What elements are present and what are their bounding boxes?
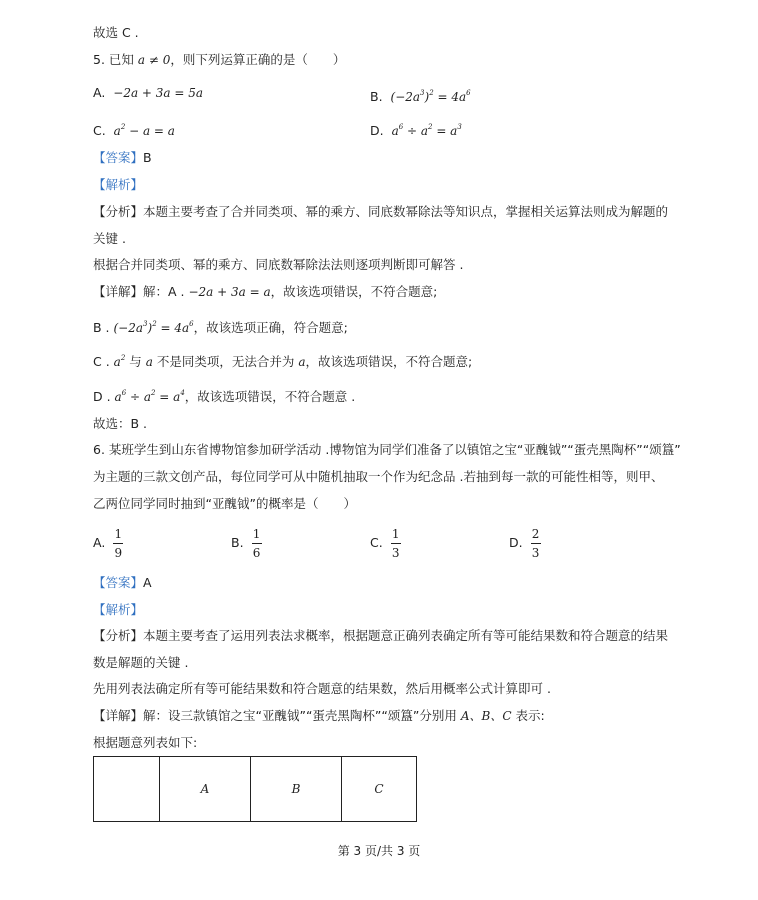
question-5-stem: [93, 51, 345, 69]
answer-tag: 【答案】: [93, 575, 144, 590]
option-label: C.: [370, 535, 383, 550]
q6-stem-line-1: 6. 某班学生到山东省博物馆参加研学活动 .博物馆为同学们准备了以镇馆之宝“亚醜钺”“蛋壳黑陶杯”“颂簋”: [93, 442, 681, 457]
q6-analysis-tag: 【解析】: [93, 602, 144, 617]
q5-detail-a: 【详解】解：A . −2a + 3a = a，故该选项错误，不符合题意;: [93, 284, 438, 299]
option-label: B.: [370, 89, 383, 104]
option-math: −2a + 3a = 5a: [113, 86, 204, 100]
answer-value: B: [143, 150, 152, 165]
q5-stem-text: 5. 已知: [93, 52, 138, 67]
q6-option-d: [509, 527, 541, 560]
fraction: $\frac{2}{3}$: [531, 527, 540, 560]
table-header-c: C: [342, 757, 417, 822]
q5-conclusion: 故选：B .: [93, 416, 148, 431]
answer-value: A: [143, 575, 152, 590]
fraction: $\frac{1}{3}$: [391, 527, 400, 560]
q5-option-c: [93, 118, 175, 140]
q6-fenxi-line-2: 数是解题的关键 .: [93, 655, 189, 670]
option-label: A.: [93, 85, 106, 100]
table-cell-corner: [94, 757, 160, 822]
q6-fenxi-line-1: 【分析】本题主要考查了运用列表法求概率，根据题意正确列表确定所有等可能结果数和符合题意的结果: [93, 628, 669, 643]
q6-stem-line-3: 乙两位同学同时抽到“亚醜钺”的概率是（ ）: [93, 496, 356, 511]
q5-method: 根据合并同类项、幂的乘方、同底数幂除法法则逐项判断即可解答 .: [93, 257, 464, 272]
option-math: $a^6 \div a^2 = a^3$: [391, 123, 462, 138]
q6-option-a: [93, 527, 123, 560]
q6-stem-line-2: 为主题的三款文创产品，每位同学可从中随机抽取一个作为纪念品 .若抽到每一款的可能性相等，则甲、: [93, 469, 664, 484]
q5-option-b: [370, 84, 471, 106]
q5-condition: a ≠ 0: [137, 53, 171, 67]
q5-detail-c: C . $a^2$ 与 a 不是同类项，无法合并为 a，故该选项错误，不符合题意;: [93, 354, 473, 369]
q6-answer: [93, 574, 152, 592]
line-conclusion-prev: 故选 C .: [93, 25, 139, 40]
table-row: [94, 757, 417, 822]
page-footer: 第 3 页/共 3 页: [337, 844, 421, 858]
q5-answer: [93, 149, 152, 167]
outcome-table: [93, 756, 417, 822]
q6-table-intro: 根据题意列表如下:: [93, 735, 198, 750]
q6-method: 先用列表法确定所有等可能结果数和符合题意的结果数，然后用概率公式计算即可 .: [93, 681, 551, 696]
option-label: D.: [509, 535, 523, 550]
fraction: $\frac{1}{9}$: [114, 527, 123, 560]
option-label: B.: [231, 535, 244, 550]
q5-analysis-tag: 【解析】: [93, 177, 144, 192]
option-label: D.: [370, 123, 384, 138]
q5-fenxi-line-2: 关键 .: [93, 231, 126, 246]
q5-option-d: [370, 118, 462, 140]
option-label: C.: [93, 123, 106, 138]
table-header-a: A: [160, 757, 251, 822]
q6-option-c: [370, 527, 401, 560]
option-label: A.: [93, 535, 106, 550]
q5-option-a: [93, 84, 203, 102]
option-math: $a^2 - a = a$: [113, 123, 175, 138]
option-math: $(-2a^3)^2 = 4a^6$: [390, 89, 471, 104]
fraction: $\frac{1}{6}$: [252, 527, 261, 560]
q5-detail-b: B . $(-2a^3)^2 = 4a^6$，故该选项正确，符合题意;: [93, 320, 348, 335]
q5-stem-text-2: ，则下列运算正确的是（ ）: [170, 52, 346, 67]
table-header-b: B: [251, 757, 342, 822]
q5-detail-d: D . $a^6 \div a^2 = a^4$，故该选项错误，不符合题意 .: [93, 389, 356, 404]
q6-option-b: [231, 527, 262, 560]
answer-tag: 【答案】: [93, 150, 144, 165]
q5-fenxi-line-1: 【分析】本题主要考查了合并同类项、幂的乘方、同底数幂除法等知识点，掌握相关运算法则成为解题的: [93, 204, 669, 219]
q6-detail: 【详解】解：设三款镇馆之宝“亚醜钺”“蛋壳黑陶杯”“颂簋”分别用 A、B、C 表示:: [93, 708, 545, 723]
